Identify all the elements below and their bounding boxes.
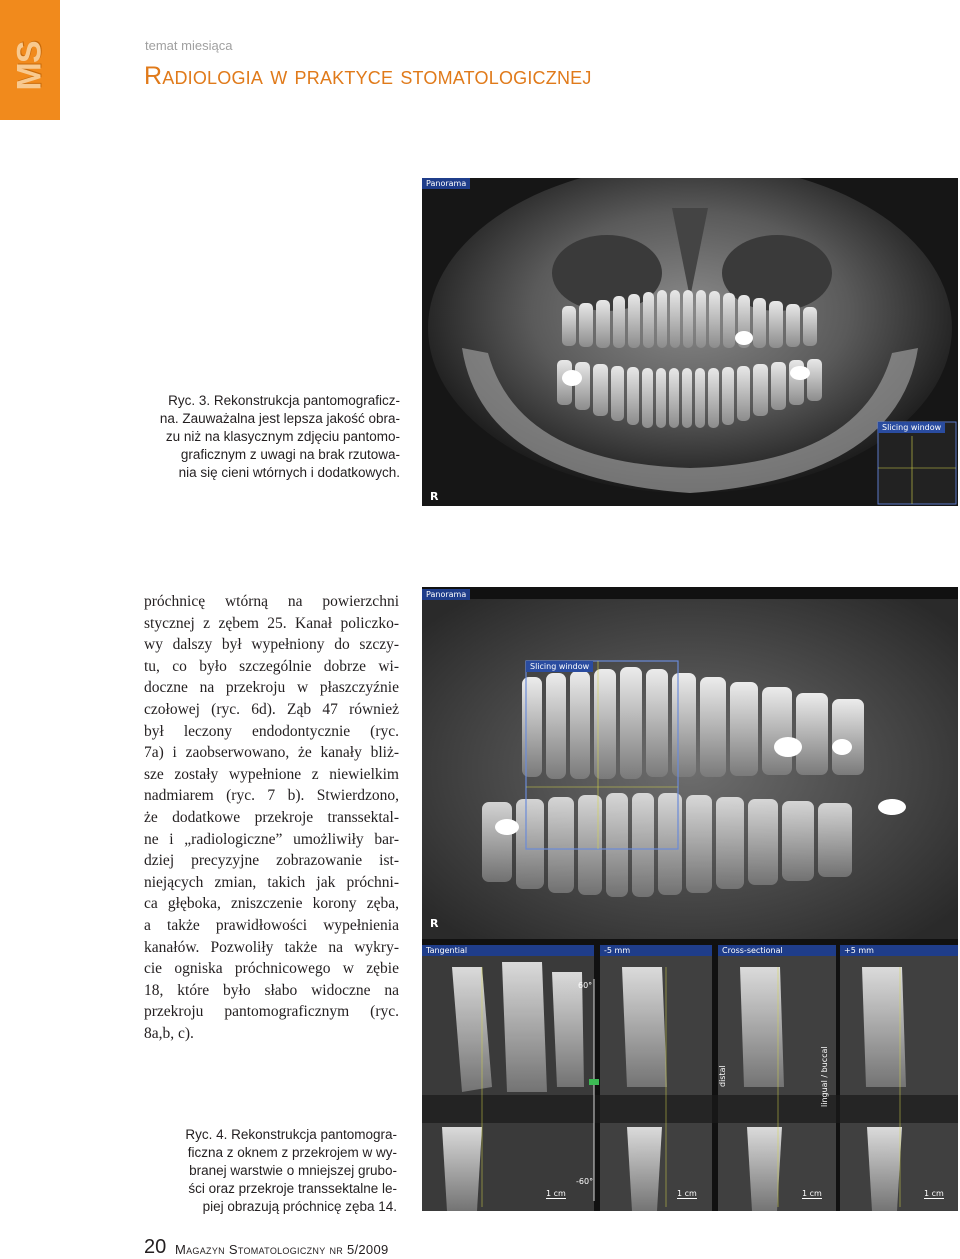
body-line: próchnicę wtórną na powierzchni bbox=[144, 593, 399, 610]
section-label: temat miesiąca bbox=[145, 38, 233, 53]
slicing-window-label: Slicing window bbox=[878, 422, 945, 433]
body-line: tu, co było szczególnie dobrze wi- bbox=[144, 657, 399, 675]
scale-bar-label: 1 cm bbox=[802, 1189, 822, 1198]
caption-line: Ryc. 3. Rekonstrukcja pantomograficz- bbox=[168, 393, 400, 408]
caption-line: piej obrazują próchnicę zęba 14. bbox=[202, 1199, 397, 1214]
caption-line: zu niż na klasycznym zdjęciu pantomo- bbox=[165, 429, 400, 444]
magazine-logo: MS bbox=[10, 41, 49, 91]
body-line: czołowej (ryc. 6d). Ząb 47 również bbox=[144, 700, 399, 718]
article-body bbox=[144, 591, 399, 1044]
xray-composite-image bbox=[422, 587, 958, 1211]
panoramic-xray-image bbox=[422, 178, 958, 506]
body-line: niejących zmian, takich jak próchni- bbox=[144, 873, 399, 891]
body-line: ne i „radiologiczne” umożliwiły bar- bbox=[144, 830, 399, 848]
angle-top-label: 60° bbox=[578, 981, 593, 990]
body-line: kanałów. Pozwoliły także na wykry- bbox=[144, 938, 399, 956]
page-title: Radiologia w praktyce stomatologicznej bbox=[144, 62, 592, 90]
body-line: dziej precyzyjne zobrazowanie ist- bbox=[144, 852, 399, 870]
body-line: nadmiarem (ryc. 7 b). Stwierdzono, bbox=[144, 787, 399, 805]
distal-label: distal bbox=[718, 1065, 727, 1087]
body-line: doczne na przekroju w płaszczyźnie bbox=[144, 679, 399, 697]
caption-line: ficzna z oknem z przekrojem w wy- bbox=[187, 1145, 397, 1160]
magazine-name: Magazyn Stomatologiczny nr 5/2009 bbox=[175, 1242, 389, 1257]
body-line: cie ogniska próchnicowego w zębie bbox=[144, 960, 399, 978]
tangential-label: Tangential bbox=[422, 945, 594, 956]
minus-5mm-label: -5 mm bbox=[600, 945, 712, 956]
figure-3-caption bbox=[150, 392, 400, 482]
body-line: wy dalszy był wypełniony do szczy- bbox=[144, 636, 399, 654]
caption-line: nia się cieni wtórnych i dodatkowych. bbox=[178, 465, 400, 480]
scale-bar-label: 1 cm bbox=[924, 1189, 944, 1198]
side-marker: R bbox=[430, 917, 439, 930]
caption-line: na. Zauważalna jest lepsza jakość obra- bbox=[159, 411, 400, 426]
caption-line: ści oraz przekroje transsektalne le- bbox=[188, 1181, 397, 1196]
panoramic-xray-figure-3 bbox=[422, 178, 958, 506]
body-line: ca głęboka, zniszczenie korony zęba, bbox=[144, 895, 399, 913]
side-marker: R bbox=[430, 490, 439, 503]
body-line: stycznej z zębem 25. Kanał policzko- bbox=[144, 614, 399, 632]
body-line: 7a) i zaobserwowano, że kanały bliż- bbox=[144, 744, 399, 762]
plus-5mm-label: +5 mm bbox=[840, 945, 958, 956]
body-line: że dodatkowe przekroje transsektal- bbox=[144, 808, 399, 826]
body-line: 18, które było słabo widoczne na bbox=[144, 981, 399, 999]
panoramic-xray-figure-4 bbox=[422, 587, 958, 1211]
panorama-label: Panorama bbox=[422, 589, 470, 600]
caption-line: graficznym z uwagi na brak rzutowa- bbox=[180, 447, 400, 462]
lingual-buccal-label: lingual / buccal bbox=[820, 1046, 829, 1107]
caption-line: Ryc. 4. Rekonstrukcja pantomogra- bbox=[185, 1127, 397, 1142]
scale-bar-label: 1 cm bbox=[677, 1189, 697, 1198]
scale-bar-label: 1 cm bbox=[546, 1189, 566, 1198]
body-line: 8a,b, c). bbox=[144, 1024, 194, 1042]
slicing-window-label: Slicing window bbox=[526, 661, 593, 672]
cross-sectional-label: Cross-sectional bbox=[718, 945, 836, 956]
body-line: sze zostały wypełnione z niewielkim bbox=[144, 765, 399, 783]
angle-bottom-label: -60° bbox=[576, 1177, 594, 1186]
body-line: przekroju pantomograficznym (ryc. bbox=[144, 1003, 399, 1021]
figure-4-caption bbox=[150, 1126, 397, 1216]
body-line: był leczony endodontycznie (ryc. bbox=[144, 722, 399, 740]
page-number: 20 bbox=[144, 1236, 167, 1258]
body-line: a także prawidłowości wypełnienia bbox=[144, 916, 399, 934]
caption-line: branej warstwie o mniejszej grubo- bbox=[189, 1163, 397, 1178]
panorama-label: Panorama bbox=[422, 178, 470, 189]
